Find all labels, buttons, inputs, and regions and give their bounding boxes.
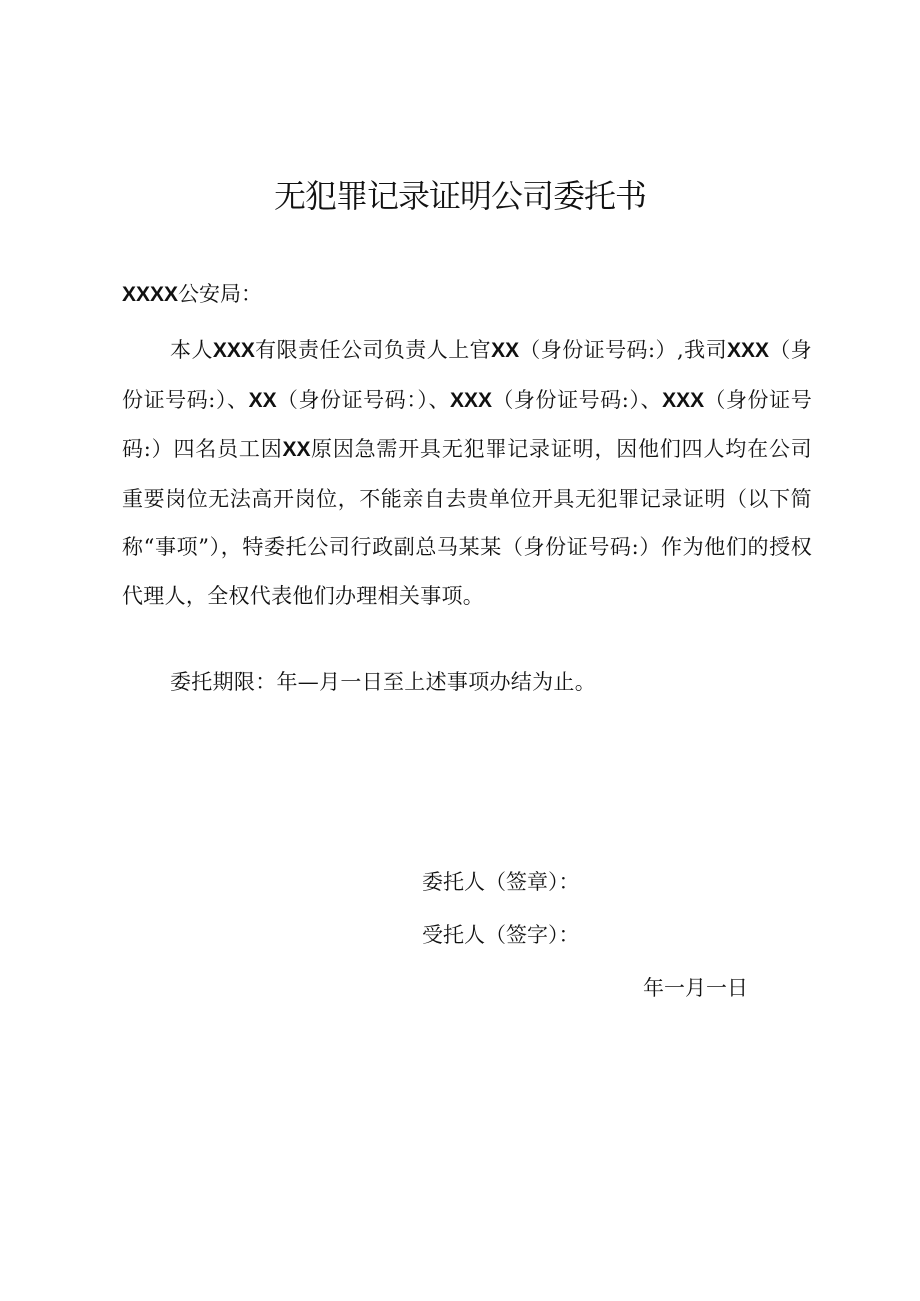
salutation-name: XXXX — [122, 283, 179, 306]
agent-signature-line: 受托人（签字）： — [422, 923, 580, 947]
body-text-3: （身份证号码:）,我司 — [519, 338, 728, 362]
salutation-text: 公安局： — [178, 282, 263, 306]
body-text-4: （身份证号码:）、 — [122, 338, 812, 412]
body-placeholder-6: XXX — [662, 388, 705, 412]
body-placeholder-1: XXX — [212, 339, 255, 362]
principal-signature-line: 委托人（签章）： — [422, 870, 580, 894]
signature-date: 年一月一日 — [643, 976, 748, 1000]
body-text-1: 本人 — [170, 338, 213, 362]
body-placeholder-3: XXX — [727, 339, 770, 362]
body-text-8: 原因急需开具无犯罪记录证明，因他们四人均在公司重要岗位无法高开岗位，不能亲自去贵单位开具无犯罪记录证明（以下简称“事项”），特委托公司行政副总马某某（身份证号码:）作为他们的授权代理人，全权代表他们办理相关事项。 — [122, 437, 812, 608]
body-placeholder-5: XXX — [450, 388, 493, 412]
salutation — [122, 278, 262, 311]
body-placeholder-4: XX — [248, 388, 277, 412]
body-placeholder-7: XX — [282, 438, 311, 462]
body-placeholder-2: XX — [491, 339, 520, 362]
body-paragraph — [122, 326, 812, 621]
entrustment-term: 委托期限：年—月一日至上述事项办结为止。 — [170, 670, 596, 694]
document-title: 无犯罪记录证明公司委托书 — [273, 177, 646, 215]
body-text-6: （身份证号码:）、 — [492, 387, 663, 412]
body-text-7: （身份证号码:）四名员工因 — [122, 387, 812, 462]
body-text-5: （身份证号码：）、 — [276, 387, 451, 412]
body-text-2: 有限责任公司负责人上官 — [254, 338, 492, 362]
